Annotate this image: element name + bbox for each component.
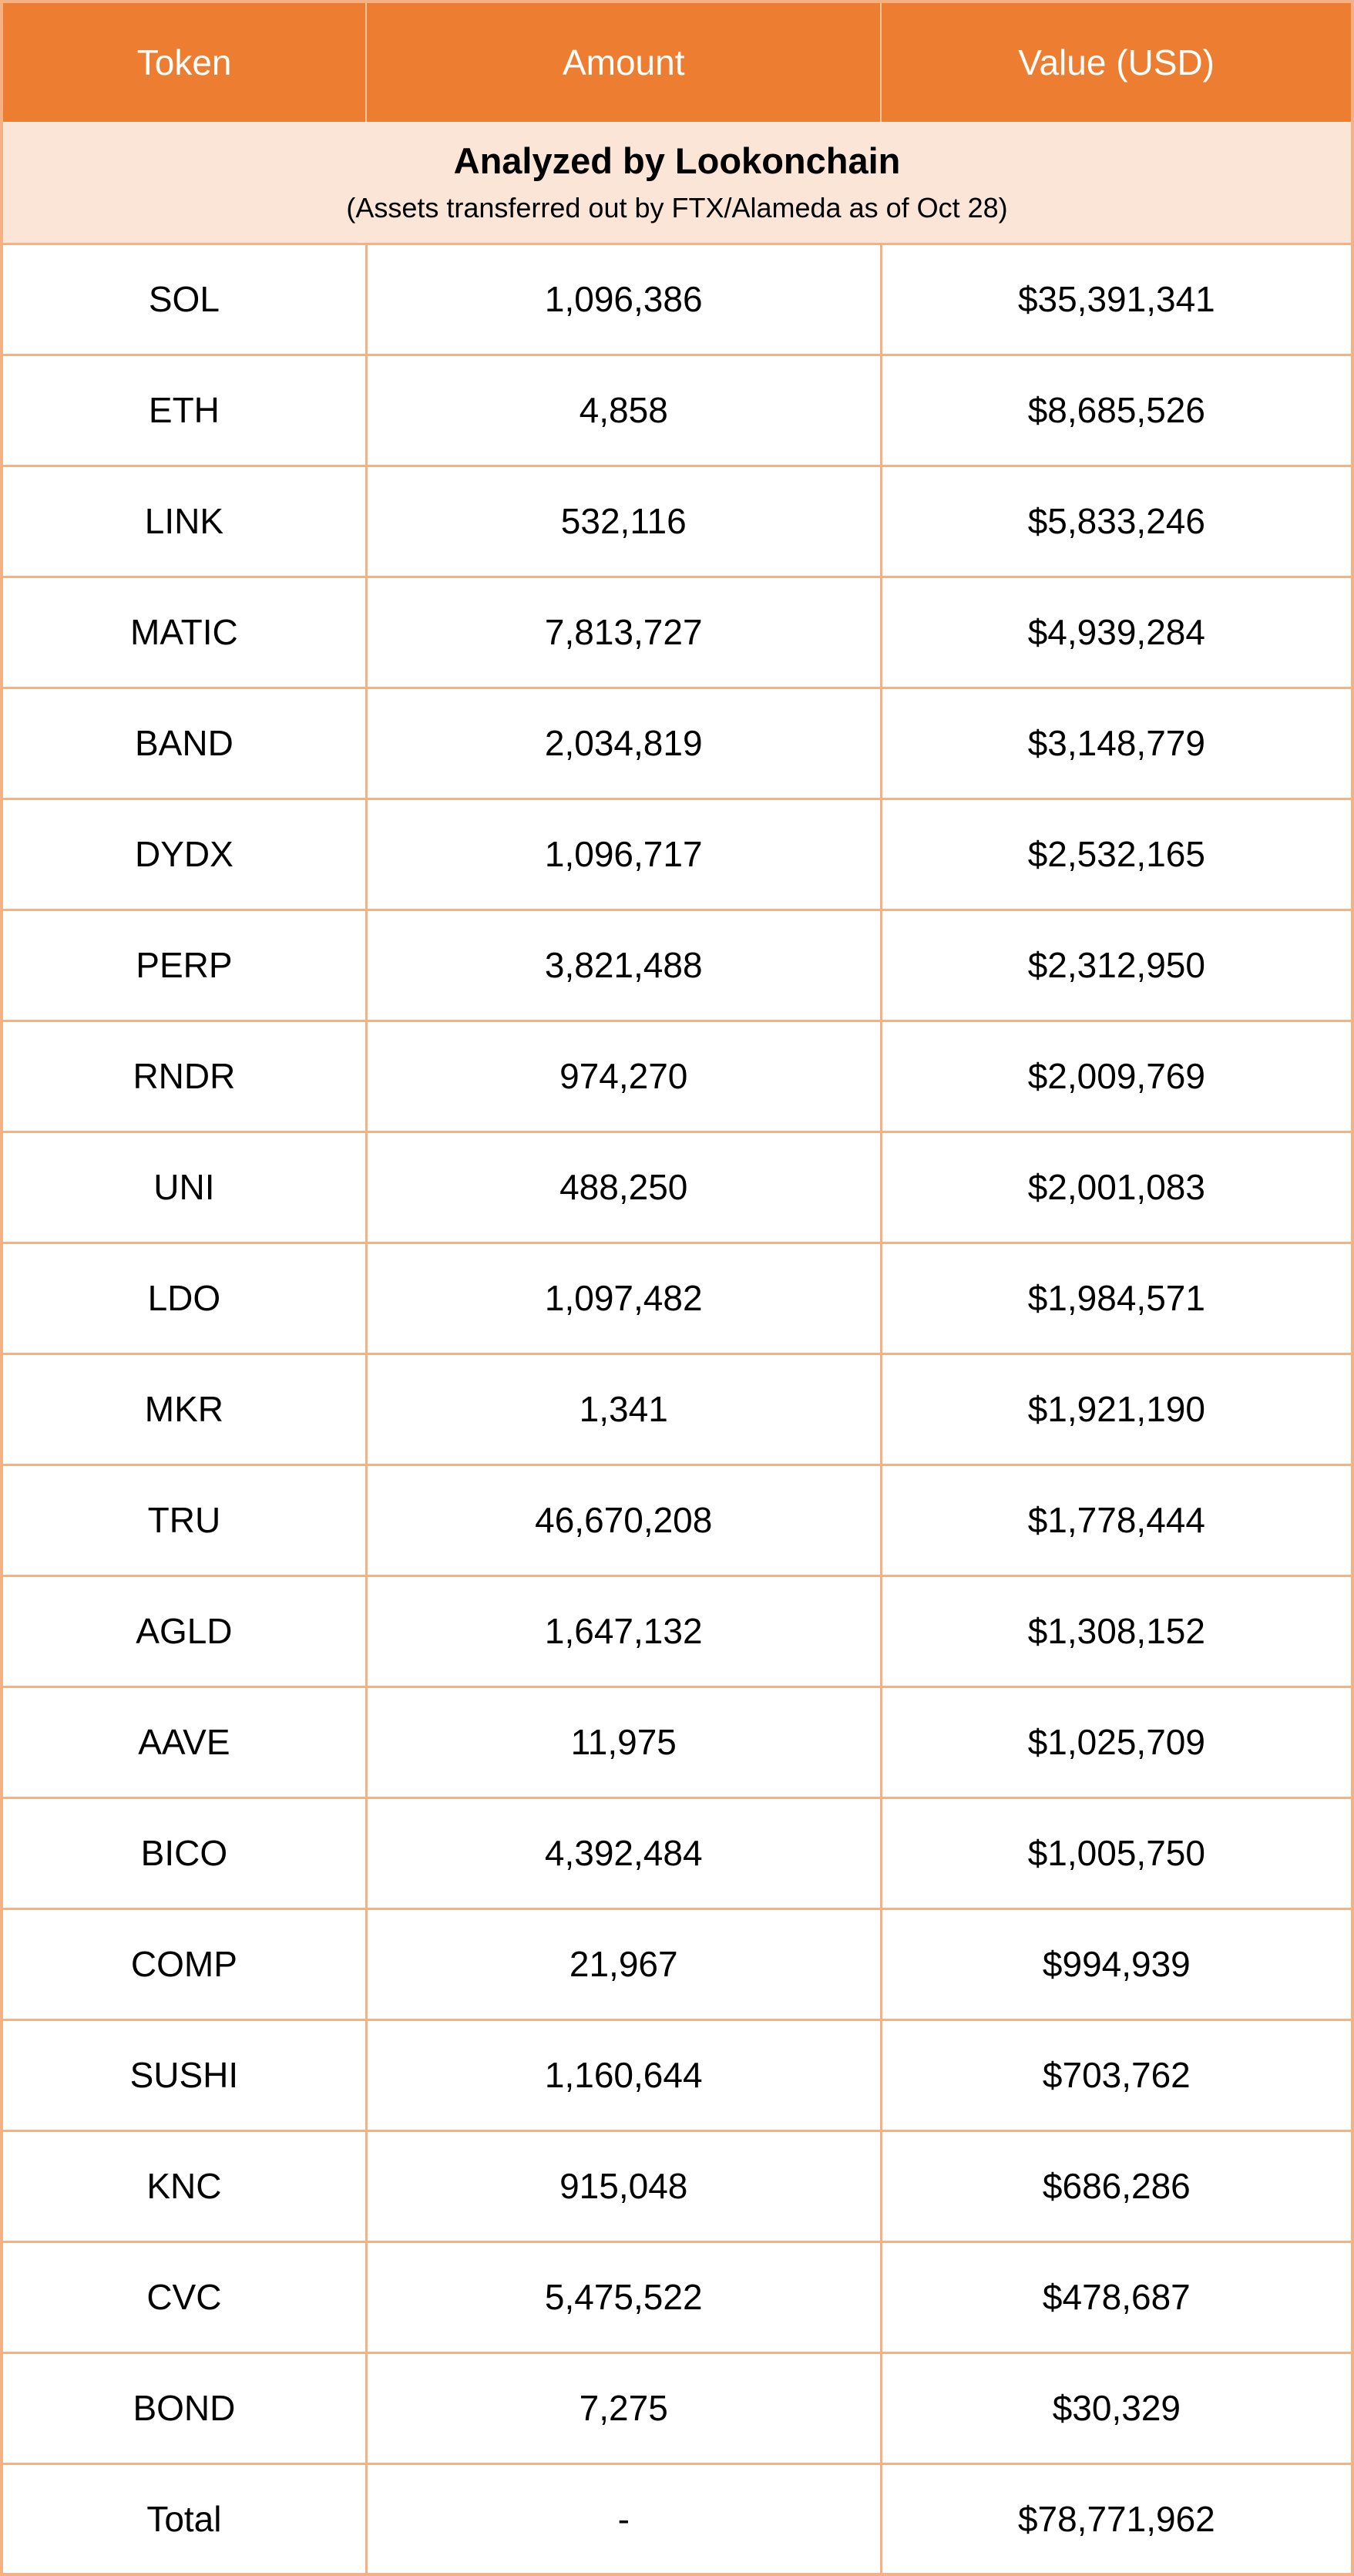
header-row — [2, 2, 1352, 122]
amount-cell: 4,392,484 — [366, 1797, 881, 1908]
column-header-value: Value (USD) — [881, 2, 1352, 122]
amount-cell: 3,821,488 — [366, 910, 881, 1021]
amount-cell: 974,270 — [366, 1021, 881, 1132]
value-cell: $703,762 — [881, 2019, 1352, 2130]
value-cell: $2,532,165 — [881, 799, 1352, 910]
amount-cell: 5,475,522 — [366, 2241, 881, 2352]
token-cell: PERP — [2, 910, 366, 1021]
total-row — [2, 2463, 1352, 2574]
token-cell: DYDX — [2, 799, 366, 910]
value-cell: $1,308,152 — [881, 1576, 1352, 1687]
value-cell: $1,778,444 — [881, 1465, 1352, 1576]
value-cell: $2,001,083 — [881, 1132, 1352, 1243]
token-cell: BICO — [2, 1797, 366, 1908]
value-cell: $2,312,950 — [881, 910, 1352, 1021]
table-row — [2, 466, 1352, 577]
value-cell: $5,833,246 — [881, 466, 1352, 577]
table-row — [2, 577, 1352, 688]
caption-cell — [2, 122, 1352, 244]
amount-cell: 46,670,208 — [366, 1465, 881, 1576]
token-cell: SOL — [2, 244, 366, 355]
token-cell: MATIC — [2, 577, 366, 688]
token-cell: LDO — [2, 1243, 366, 1354]
table-row — [2, 1354, 1352, 1465]
value-cell: $686,286 — [881, 2130, 1352, 2241]
amount-cell: 1,097,482 — [366, 1243, 881, 1354]
total-value-cell: $78,771,962 — [881, 2463, 1352, 2574]
token-cell: MKR — [2, 1354, 366, 1465]
token-cell: ETH — [2, 355, 366, 466]
table-caption-title: Analyzed by Lookonchain — [453, 140, 901, 182]
token-cell: CVC — [2, 2241, 366, 2352]
table-row — [2, 2130, 1352, 2241]
table-row — [2, 1908, 1352, 2019]
token-cell: SUSHI — [2, 2019, 366, 2130]
column-header-token: Token — [2, 2, 366, 122]
value-cell: $994,939 — [881, 1908, 1352, 2019]
amount-cell: 1,096,717 — [366, 799, 881, 910]
token-cell: TRU — [2, 1465, 366, 1576]
table-row — [2, 910, 1352, 1021]
table-caption-note: (Assets transferred out by FTX/Alameda as of Oct 28) — [346, 192, 1008, 224]
value-cell: $3,148,779 — [881, 688, 1352, 799]
value-cell: $1,984,571 — [881, 1243, 1352, 1354]
table-row — [2, 1687, 1352, 1797]
total-amount-cell: - — [366, 2463, 881, 2574]
amount-cell: 1,160,644 — [366, 2019, 881, 2130]
table-row — [2, 1021, 1352, 1132]
caption-row — [2, 122, 1352, 244]
amount-cell: 915,048 — [366, 2130, 881, 2241]
table-row — [2, 1576, 1352, 1687]
amount-cell: 4,858 — [366, 355, 881, 466]
value-cell: $1,005,750 — [881, 1797, 1352, 1908]
column-header-amount: Amount — [366, 2, 881, 122]
amount-cell: 1,341 — [366, 1354, 881, 1465]
table-row — [2, 244, 1352, 355]
token-cell: RNDR — [2, 1021, 366, 1132]
token-cell: AAVE — [2, 1687, 366, 1797]
value-cell: $2,009,769 — [881, 1021, 1352, 1132]
table-row — [2, 2019, 1352, 2130]
token-cell: LINK — [2, 466, 366, 577]
token-cell: UNI — [2, 1132, 366, 1243]
amount-cell: 7,813,727 — [366, 577, 881, 688]
amount-cell: 532,116 — [366, 466, 881, 577]
table-row — [2, 1797, 1352, 1908]
amount-cell: 1,096,386 — [366, 244, 881, 355]
amount-cell: 21,967 — [366, 1908, 881, 2019]
amount-cell: 11,975 — [366, 1687, 881, 1797]
amount-cell: 7,275 — [366, 2352, 881, 2463]
value-cell: $1,025,709 — [881, 1687, 1352, 1797]
amount-cell: 488,250 — [366, 1132, 881, 1243]
value-cell: $478,687 — [881, 2241, 1352, 2352]
table-row — [2, 2352, 1352, 2463]
value-cell: $35,391,341 — [881, 244, 1352, 355]
value-cell: $1,921,190 — [881, 1354, 1352, 1465]
token-cell: BAND — [2, 688, 366, 799]
table-row — [2, 1243, 1352, 1354]
value-cell: $4,939,284 — [881, 577, 1352, 688]
table-row — [2, 688, 1352, 799]
table-row — [2, 1132, 1352, 1243]
value-cell: $8,685,526 — [881, 355, 1352, 466]
table-row — [2, 355, 1352, 466]
table-row — [2, 799, 1352, 910]
token-cell: COMP — [2, 1908, 366, 2019]
token-cell: BOND — [2, 2352, 366, 2463]
value-cell: $30,329 — [881, 2352, 1352, 2463]
token-cell: KNC — [2, 2130, 366, 2241]
amount-cell: 1,647,132 — [366, 1576, 881, 1687]
table-row — [2, 2241, 1352, 2352]
token-cell: AGLD — [2, 1576, 366, 1687]
amount-cell: 2,034,819 — [366, 688, 881, 799]
total-label-cell: Total — [2, 2463, 366, 2574]
table-row — [2, 1465, 1352, 1576]
